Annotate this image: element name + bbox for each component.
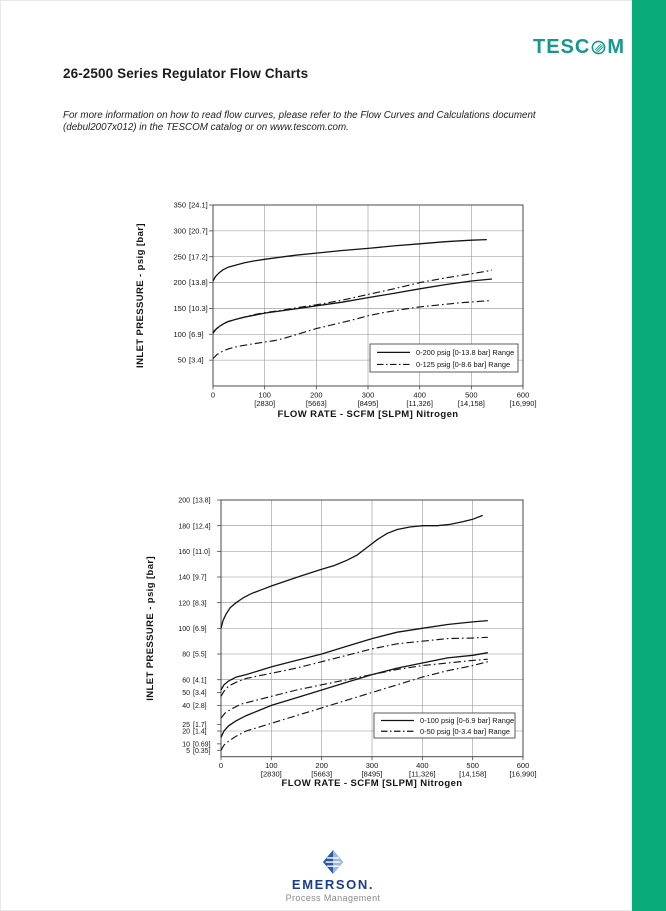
series-0-100-range-top xyxy=(221,515,483,628)
svg-text:60: 60 xyxy=(182,677,190,685)
legend-label: 0-200 psig [0-13.8 bar] Range xyxy=(416,348,515,357)
emerson-wordmark: EMERSON. xyxy=(291,877,375,892)
svg-text:500: 500 xyxy=(466,761,479,771)
legend-label: 0-50 psig [0-3.4 bar] Range xyxy=(420,726,510,736)
svg-text:200: 200 xyxy=(178,497,190,505)
svg-text:350: 350 xyxy=(173,200,186,210)
svg-text:100: 100 xyxy=(178,625,190,633)
svg-text:100: 100 xyxy=(173,329,186,339)
y-axis xyxy=(173,201,213,365)
tescom-logo-text-suffix: M xyxy=(607,36,625,58)
intro-note: For more information on how to read flow curves, please refer to the Flow Curves and Calculations document (debul2007x012) in the TESCOM catalog or on www.tescom.com. xyxy=(63,110,536,133)
svg-text:[12.4]: [12.4] xyxy=(193,523,211,531)
accent-bar xyxy=(632,0,666,911)
svg-text:250: 250 xyxy=(173,252,186,262)
svg-text:300: 300 xyxy=(173,226,186,236)
svg-text:[8495]: [8495] xyxy=(361,769,383,779)
svg-text:[11,326]: [11,326] xyxy=(406,399,433,408)
svg-text:[9.7]: [9.7] xyxy=(193,574,207,582)
series-0-200-range-upper xyxy=(213,240,487,281)
svg-text:[1.7]: [1.7] xyxy=(193,722,207,730)
svg-text:0: 0 xyxy=(218,761,224,771)
svg-text:[14,158]: [14,158] xyxy=(457,399,485,408)
tescom-logo xyxy=(533,36,625,59)
flow-chart-1 xyxy=(130,190,560,430)
svg-text:[11.0]: [11.0] xyxy=(193,548,210,556)
svg-text:[8.3]: [8.3] xyxy=(193,600,207,608)
emerson-footer xyxy=(0,849,666,903)
flow-chart-1-container xyxy=(130,190,560,435)
svg-text:0: 0 xyxy=(210,390,216,400)
svg-text:[20.7]: [20.7] xyxy=(189,226,208,236)
x-axis-title: FLOW RATE - SCFM [SLPM] Nitrogen xyxy=(281,778,463,789)
svg-text:[0.35]: [0.35] xyxy=(193,747,211,755)
svg-text:600: 600 xyxy=(516,761,530,771)
svg-text:80: 80 xyxy=(182,651,190,659)
y-axis-title: INLET PRESSURE - psig [bar] xyxy=(145,555,156,701)
svg-text:[1.4]: [1.4] xyxy=(193,728,207,736)
svg-text:[14,158]: [14,158] xyxy=(459,769,487,779)
svg-text:400: 400 xyxy=(416,761,429,771)
svg-text:10: 10 xyxy=(182,741,190,749)
flow-chart-2-container xyxy=(130,483,560,803)
svg-text:200: 200 xyxy=(173,278,186,288)
y-axis-title: INLET PRESSURE - psig [bar] xyxy=(135,223,146,368)
svg-text:[3.4]: [3.4] xyxy=(189,355,204,365)
svg-text:300: 300 xyxy=(361,390,375,400)
svg-text:160: 160 xyxy=(178,548,190,556)
series-0-50-range-upper xyxy=(221,637,488,696)
svg-text:25: 25 xyxy=(182,722,190,730)
svg-text:[13.8]: [13.8] xyxy=(193,497,211,505)
svg-text:50: 50 xyxy=(182,690,190,698)
emerson-diamond-icon xyxy=(322,849,344,875)
svg-text:140: 140 xyxy=(178,574,190,582)
svg-text:120: 120 xyxy=(178,600,190,608)
svg-text:500: 500 xyxy=(465,390,478,400)
svg-text:50: 50 xyxy=(177,355,186,365)
svg-text:[24.1]: [24.1] xyxy=(189,200,208,210)
svg-text:[5663]: [5663] xyxy=(305,399,327,408)
svg-text:100: 100 xyxy=(265,761,278,771)
tescom-logo-text-prefix: TESC xyxy=(532,36,591,58)
svg-text:[11,326]: [11,326] xyxy=(409,769,436,779)
page-title: 26-2500 Series Regulator Flow Charts xyxy=(63,66,309,81)
svg-text:200: 200 xyxy=(315,761,328,771)
svg-text:150: 150 xyxy=(173,304,186,314)
legend xyxy=(370,344,518,372)
svg-text:[8495]: [8495] xyxy=(357,399,379,408)
svg-text:[13.8]: [13.8] xyxy=(189,278,208,288)
svg-text:[5.5]: [5.5] xyxy=(193,651,207,659)
svg-text:5: 5 xyxy=(186,747,190,755)
emerson-tagline: Process Management xyxy=(285,893,381,903)
svg-text:[6.9]: [6.9] xyxy=(193,625,207,633)
series-0-125-range-upper xyxy=(213,270,492,332)
svg-text:[17.2]: [17.2] xyxy=(189,252,208,262)
svg-text:40: 40 xyxy=(182,702,190,710)
svg-text:100: 100 xyxy=(258,390,271,400)
series-0-200-range-lower xyxy=(213,279,492,333)
svg-text:[5663]: [5663] xyxy=(311,769,333,779)
flow-chart-2 xyxy=(130,483,560,798)
x-axis-title: FLOW RATE - SCFM [SLPM] Nitrogen xyxy=(277,409,459,420)
legend xyxy=(374,713,515,738)
svg-text:[16,990]: [16,990] xyxy=(509,769,537,779)
tescom-globe-icon xyxy=(591,40,606,55)
svg-text:[4.1]: [4.1] xyxy=(193,677,207,685)
svg-text:[16,990]: [16,990] xyxy=(509,399,537,408)
x-axis xyxy=(219,757,537,779)
svg-text:20: 20 xyxy=(182,728,190,736)
svg-text:[2830]: [2830] xyxy=(260,769,282,779)
svg-text:[10.3]: [10.3] xyxy=(189,304,208,314)
series-curves xyxy=(213,240,492,359)
y-axis xyxy=(178,498,221,755)
legend-label: 0-125 psig [0-8.6 bar] Range xyxy=(416,360,511,370)
svg-text:180: 180 xyxy=(178,523,190,531)
svg-text:300: 300 xyxy=(365,761,379,771)
legend-label: 0-100 psig [0-6.9 bar] Range xyxy=(420,716,515,726)
svg-text:[3.4]: [3.4] xyxy=(193,690,207,698)
svg-text:[6.9]: [6.9] xyxy=(189,329,204,339)
x-axis xyxy=(211,386,537,408)
svg-text:[2.8]: [2.8] xyxy=(193,702,207,710)
svg-text:400: 400 xyxy=(413,390,426,400)
svg-text:600: 600 xyxy=(516,390,530,400)
svg-text:[2830]: [2830] xyxy=(254,399,276,408)
svg-text:[0.69]: [0.69] xyxy=(193,741,211,749)
svg-text:200: 200 xyxy=(310,390,323,400)
